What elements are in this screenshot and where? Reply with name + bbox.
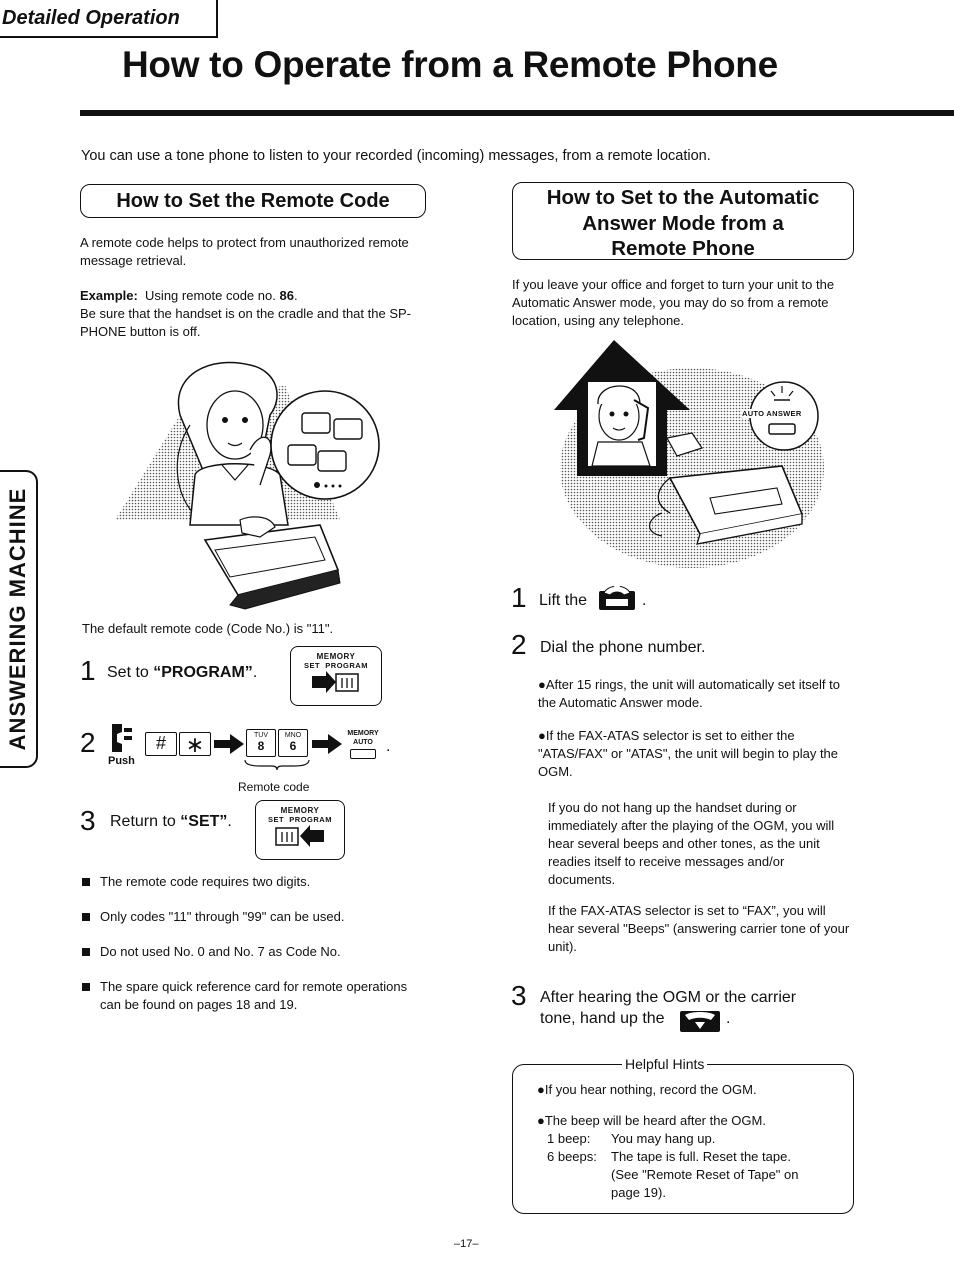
side-tab	[0, 470, 38, 768]
example-label: Example:	[80, 288, 138, 303]
right-step3-line1: After hearing the OGM or the carrier	[540, 989, 797, 1006]
handset-lift-icon	[598, 583, 636, 611]
arrow-right-icon-2	[312, 734, 342, 754]
auto-button-icon	[350, 749, 376, 759]
right-step3-number: 3	[511, 980, 527, 1011]
right-step1-period: .	[642, 592, 647, 609]
set-switch-diagram: MEMORY SET PROGRAM	[255, 800, 345, 860]
note-item: Do not used No. 0 and No. 7 as Code No.	[82, 943, 412, 961]
note-item: The remote code requires two digits.	[82, 873, 412, 891]
slide-right-arrow-icon	[306, 670, 366, 694]
remote-code-brace	[244, 759, 310, 771]
slide-left-arrow-icon	[270, 824, 330, 848]
right-step1-text: Lift the	[539, 592, 588, 609]
title-rule	[80, 110, 954, 116]
right-para-2: If the FAX-ATAS selector is set to “FAX”, you will hear several "Beeps" (answering carrier tone of your unit).	[548, 903, 850, 954]
left-step1-text: Set to “PROGRAM”.	[107, 664, 258, 681]
note-item: The spare quick reference card for remote operations can be found on pages 18 and 19.	[82, 978, 412, 1014]
hint-1: ●If you hear nothing, record the OGM.	[537, 1082, 757, 1097]
example-code: 86	[279, 288, 294, 303]
auto-answer-heading: How to Set to the Automatic Answer Mode from a Remote Phone	[512, 182, 854, 260]
arrow-right-icon	[214, 734, 244, 754]
example-block: Example: Using remote code no. 86. Be sure that the handset is on the cradle and that the SP-PHONE button is off.	[80, 287, 425, 341]
hint-6-beeps-line3: page 19).	[611, 1185, 666, 1200]
handset-push-icon	[108, 722, 134, 754]
remote-code-notes	[82, 873, 412, 1031]
section-tag	[0, 0, 218, 38]
hint-1-beep-text: You may hang up.	[611, 1131, 716, 1146]
intro-text: You can use a tone phone to listen to your recorded (incoming) messages, from a remote location.	[81, 148, 711, 164]
hint-2: ●The beep will be heard after the OGM.	[537, 1113, 766, 1128]
left-step1-number: 1	[80, 655, 96, 686]
remote-code-label: Remote code	[238, 780, 310, 794]
program-switch-diagram: MEMORY SET PROGRAM	[290, 646, 382, 706]
handset-hangup-icon	[679, 1007, 721, 1033]
step2-period: .	[386, 738, 391, 755]
hint-6-beeps-label: 6 beeps:	[547, 1149, 597, 1164]
remote-code-heading: How to Set the Remote Code	[80, 184, 426, 218]
page-number: –17–	[454, 1238, 479, 1250]
note-item: Only codes "11" through "99" can be used.	[82, 908, 412, 926]
side-tab-label: ANSWERING MACHINE	[5, 487, 30, 751]
right-step3-line2: tone, hand up the	[540, 1010, 665, 1027]
key-6: MNO 6	[278, 729, 308, 757]
memory-auto-button-diagram: MEMORY AUTO	[342, 729, 384, 759]
right-para-1: If you do not hang up the handset during or immediately after the playing of the OGM, you will hear several beeps and other tones, as the unit readies itself to receive messages and/or documents.	[548, 800, 835, 887]
auto-answer-label: AUTO ANSWER	[742, 409, 802, 418]
default-code-text: The default remote code (Code No.) is "11".	[82, 621, 334, 636]
auto-answer-description: If you leave your office and forget to turn your unit to the Automatic Answer mode, you may do so from a remote location, using any telephone.	[512, 277, 835, 328]
left-step3-text: Return to “SET”.	[110, 813, 232, 830]
left-step3-number: 3	[80, 805, 96, 836]
hint-6-beeps-line1: The tape is full. Reset the tape.	[611, 1149, 791, 1164]
example-text: Using remote code no.	[145, 288, 276, 303]
woman-keypad-illustration	[110, 355, 385, 610]
right-bullet-1: ●After 15 rings, the unit will automatically set itself to the Automatic Answer mode.	[538, 677, 840, 710]
house-fax-illustration	[552, 338, 824, 570]
helpful-hints-title: Helpful Hints	[622, 1056, 707, 1072]
left-step2-number: 2	[80, 727, 96, 758]
section-tag-label: Detailed Operation	[2, 7, 180, 29]
push-label: Push	[108, 755, 135, 767]
hint-6-beeps-line2: (See "Remote Reset of Tape" on	[611, 1167, 799, 1182]
hash-key: #	[145, 732, 177, 756]
remote-code-description: A remote code helps to protect from unauthorized remote message retrieval.	[80, 235, 409, 268]
right-step3-period: .	[726, 1010, 731, 1027]
key-8: TUV 8	[246, 729, 276, 757]
page-title: How to Operate from a Remote Phone	[122, 44, 778, 85]
example-note: Be sure that the handset is on the cradle and that the SP-PHONE button is off.	[80, 306, 411, 339]
right-bullet-2: ●If the FAX-ATAS selector is set to either the "ATAS/FAX" or "ATAS", the unit will begin to play the OGM.	[538, 728, 839, 779]
hint-1-beep-label: 1 beep:	[547, 1131, 591, 1146]
right-step1-number: 1	[511, 582, 527, 613]
right-step2-number: 2	[511, 629, 527, 660]
star-key: ∗	[179, 732, 211, 756]
right-step2-text: Dial the phone number.	[540, 639, 706, 656]
